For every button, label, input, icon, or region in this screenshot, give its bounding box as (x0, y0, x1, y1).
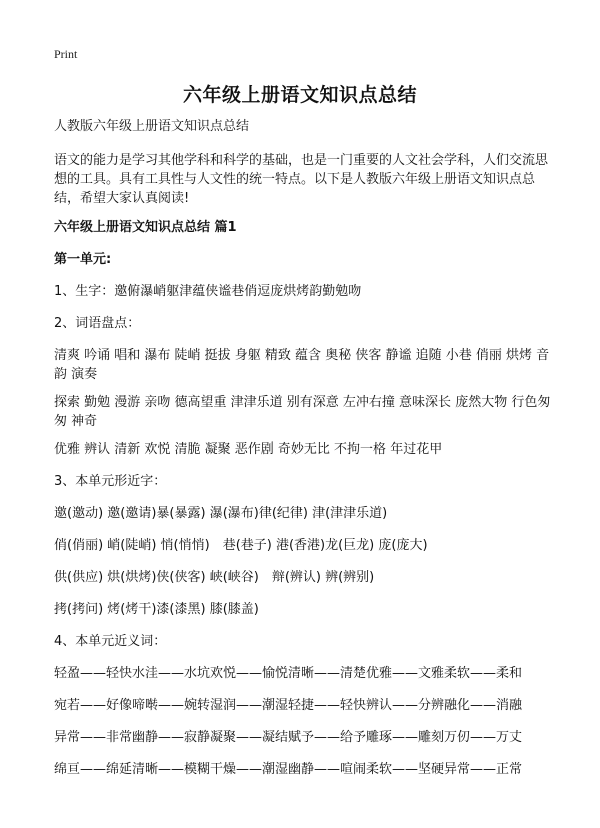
similar-characters-line-3: 供(供应) 烘(烘烤)侠(侠客) 峡(峡谷) 辩(辨认) 辨(辨别) (54, 570, 375, 585)
similar-characters-line-2: 俏(俏丽) 峭(陡峭) 悄(悄悄) 巷(巷子) 港(香港)龙(巨龙) 庞(庞大) (54, 538, 428, 553)
document-subtitle: 人教版六年级上册语文知识点总结 (54, 119, 250, 134)
word-list-1: 清爽 吟诵 唱和 瀑布 陡峭 挺拔 身躯 精致 蕴含 奥秘 侠客 静谧 追随 小巷 俏丽 烘烤 音韵 演奏 (54, 348, 550, 382)
synonyms-line-1: 轻盈——轻快水洼——水坑欢悦——愉悦清晰——清楚优雅——文雅柔软——柔和 (54, 666, 523, 681)
similar-characters-line-4: 拷(拷问) 烤(烤干)漆(漆黑) 膝(膝盖) (54, 602, 259, 617)
document-title: 六年级上册语文知识点总结 (182, 84, 417, 106)
synonyms-line-2: 宛若——好像啼啭——婉转湿润——潮湿轻捷——轻快辨认——分辨融化——消融 (54, 698, 523, 713)
synonyms-line-3: 异常——非常幽静——寂静凝聚——凝结赋予——给予雕琢——雕刻万仞——万丈 (54, 730, 523, 745)
word-list-3: 优雅 辨认 清新 欢悦 清脆 凝聚 恶作剧 奇妙无比 不拘一格 年过花甲 (54, 442, 443, 457)
unit-heading: 第一单元: (54, 252, 112, 267)
print-label: Print (54, 47, 78, 61)
similar-characters-line-1: 邀(邀动) 邀(邀请)暴(暴露) 瀑(瀑布)律(纪律) 津(津津乐道) (54, 506, 388, 521)
word-list-2: 探索 勤勉 漫游 亲吻 德高望重 津津乐道 别有深意 左冲右撞 意味深长 庞然大物 行色匆匆 神奇 (54, 395, 551, 429)
synonyms-line-4: 绵亘——绵延清晰——模糊干燥——潮湿幽静——喧闹柔软——坚硬异常——正常 (54, 762, 523, 777)
section-heading: 六年级上册语文知识点总结 篇1 (54, 220, 237, 235)
item-word-review-title: 2、词语盘点： (54, 316, 141, 331)
item-synonyms-title: 4、本单元近义词： (54, 634, 167, 649)
item-new-characters: 1、生字：邀俯瀑峭躯津蕴侠谧巷俏逗庞烘烤韵勤勉吻 (54, 284, 362, 299)
item-similar-characters-title: 3、本单元形近字： (54, 474, 167, 489)
intro-paragraph: 语文的能力是学习其他学科和科学的基础，也是一门重要的人文社会学科，人们交流思想的工具。具有工具性与人文性的统一特点。以下是人教版六年级上册语文知识点总结，希望大家认真阅读! (54, 153, 549, 206)
